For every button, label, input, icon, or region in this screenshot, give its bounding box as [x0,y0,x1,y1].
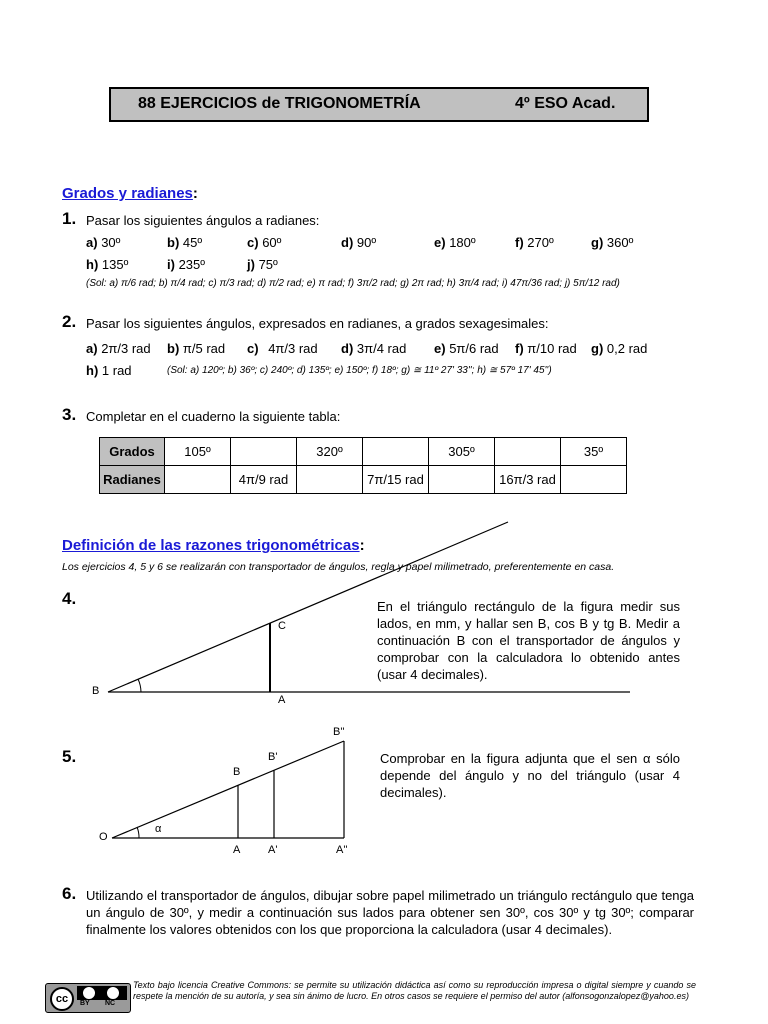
vertex-label: O [99,831,108,843]
badge-nc-label: NC [105,1000,116,1007]
angle-label: α [155,823,162,835]
cc-icon: cc [50,987,74,1011]
exercise-2-number: 2. [62,312,77,331]
section-colon: : [192,185,198,202]
exercise-6-text: Utilizando el transportador de ángulos, dibujar sobre papel milimetrado un triángulo rectángulo que tenga un ángulo de 30º, y medir a continuación sus lados para obtener sen 30º, cos 30º y tg 30º; comparar finalmente los valores obtenidos con los que proporciona la calculadora (usar 4 decimales). [86,888,694,937]
vertex-label: B [92,685,100,697]
vertex-label: B'' [333,726,345,738]
exercise-1-item: c) 60º [247,235,282,250]
course-level: 4º ESO Acad. [515,95,616,112]
vertex-label: A'' [336,844,348,856]
exercise-5-text: Comprobar en la figura adjunta que el sen α sólo depende del ángulo y no del triángulo (usar 4 decimales). [380,751,680,800]
exercise-2-item: c) 4π/3 rad [247,341,318,356]
exercise-2-item: f) π/10 rad [515,341,577,356]
exercise-2-item: g) 0,2 rad [591,341,648,356]
exercise-4-text: En el triángulo rectángulo de la figura medir sus lados, en mm, y hallar sen B, cos B y tg B. Medir a continuación B con el transportador de ángulos y comprobar con la calculadora lo obtenido antes (usar 4 decimales). [377,599,680,682]
license-text: Texto bajo licencia Creative Commons: se permite su utilización didáctica así como su reproducción impresa o digital siempre y cuando se respete la mención de su autoría, y sea sin ánimo de lucro. En otros casos se requiere el permiso del autor (alfonsogonzalopez@yahoo.es) [133,980,696,1001]
vertex-label: A [233,844,241,856]
exercise-1-item: d) 90º [341,235,377,250]
exercise-2-item: d) 3π/4 rad [341,341,407,356]
exercise-1-item: i) 235º [167,257,206,272]
exercise-1-item: g) 360º [591,235,634,250]
section-note: Los ejercicios 4, 5 y 6 se realizarán con transportador de ángulos, regla y papel milimetrado, preferentemente en casa. [62,561,615,573]
exercise-3-prompt: Completar en el cuaderno la siguiente tabla: [86,409,341,424]
section-colon: : [359,537,365,554]
noncommercial-icon [106,986,120,1000]
vertex-label: A [278,694,286,706]
table-cell: 305º [429,438,495,466]
exercise-4-number: 4. [62,589,77,608]
person-icon [82,986,96,1000]
exercise-1-item: e) 180º [434,235,476,250]
exercise-2-item: e) 5π/6 rad [434,341,499,356]
exercise-2-item: h) 1 rad [86,363,132,378]
vertex-label: A' [268,844,278,856]
vertex-label: B' [268,751,278,763]
table-cell: 4π/9 rad [231,466,297,494]
exercise-1-prompt: Pasar los siguientes ángulos a radianes: [86,213,320,228]
row-header: Radianes [100,466,165,494]
table-cell: 105º [165,438,231,466]
exercise-5-number: 5. [62,747,77,766]
section-title: Grados y radianes [62,185,193,202]
row-header: Grados [100,438,165,466]
exercise-2-item: a) 2π/3 rad [86,341,151,356]
exercise-1-item: a) 30º [86,235,121,250]
badge-by-label: BY [80,1000,90,1007]
table-cell: 16π/3 rad [495,466,561,494]
exercise-1-item: j) 75º [247,257,278,272]
vertex-label: B [233,766,241,778]
exercise-1-item: h) 135º [86,257,129,272]
exercise-1-item: b) 45º [167,235,203,250]
creative-commons-badge [45,983,131,1013]
exercise-1-item: f) 270º [515,235,554,250]
table-cell: 7π/15 rad [363,466,429,494]
vertex-label: C [278,620,286,632]
exercise-2-solution: (Sol: a) 120º; b) 36º; c) 240º; d) 135º; e) 150º; f) 18º; g) ≅ 11º 27' 33''; h) ≅ 57º 17' 45'') [167,365,552,376]
document-title: 88 EJERCICIOS de TRIGONOMETRÍA [138,95,421,112]
table-cell: 35º [561,438,627,466]
exercise-2-item: b) π/5 rad [167,341,226,356]
table-cell: 320º [297,438,363,466]
exercise-3-number: 3. [62,405,77,424]
exercise-2-prompt: Pasar los siguientes ángulos, expresados en radianes, a grados sexagesimales: [86,316,549,331]
exercise-6-number: 6. [62,884,77,903]
exercise-1-solution: (Sol: a) π/6 rad; b) π/4 rad; c) π/3 rad; d) π/2 rad; e) π rad; f) 3π/2 rad; g) 2π rad; h) 3π/4 rad; i) 47π/36 rad; j) 5π/12 rad) [86,278,620,289]
exercise-1-number: 1. [62,209,77,228]
section-title: Definición de las razones trigonométricas [62,537,360,554]
